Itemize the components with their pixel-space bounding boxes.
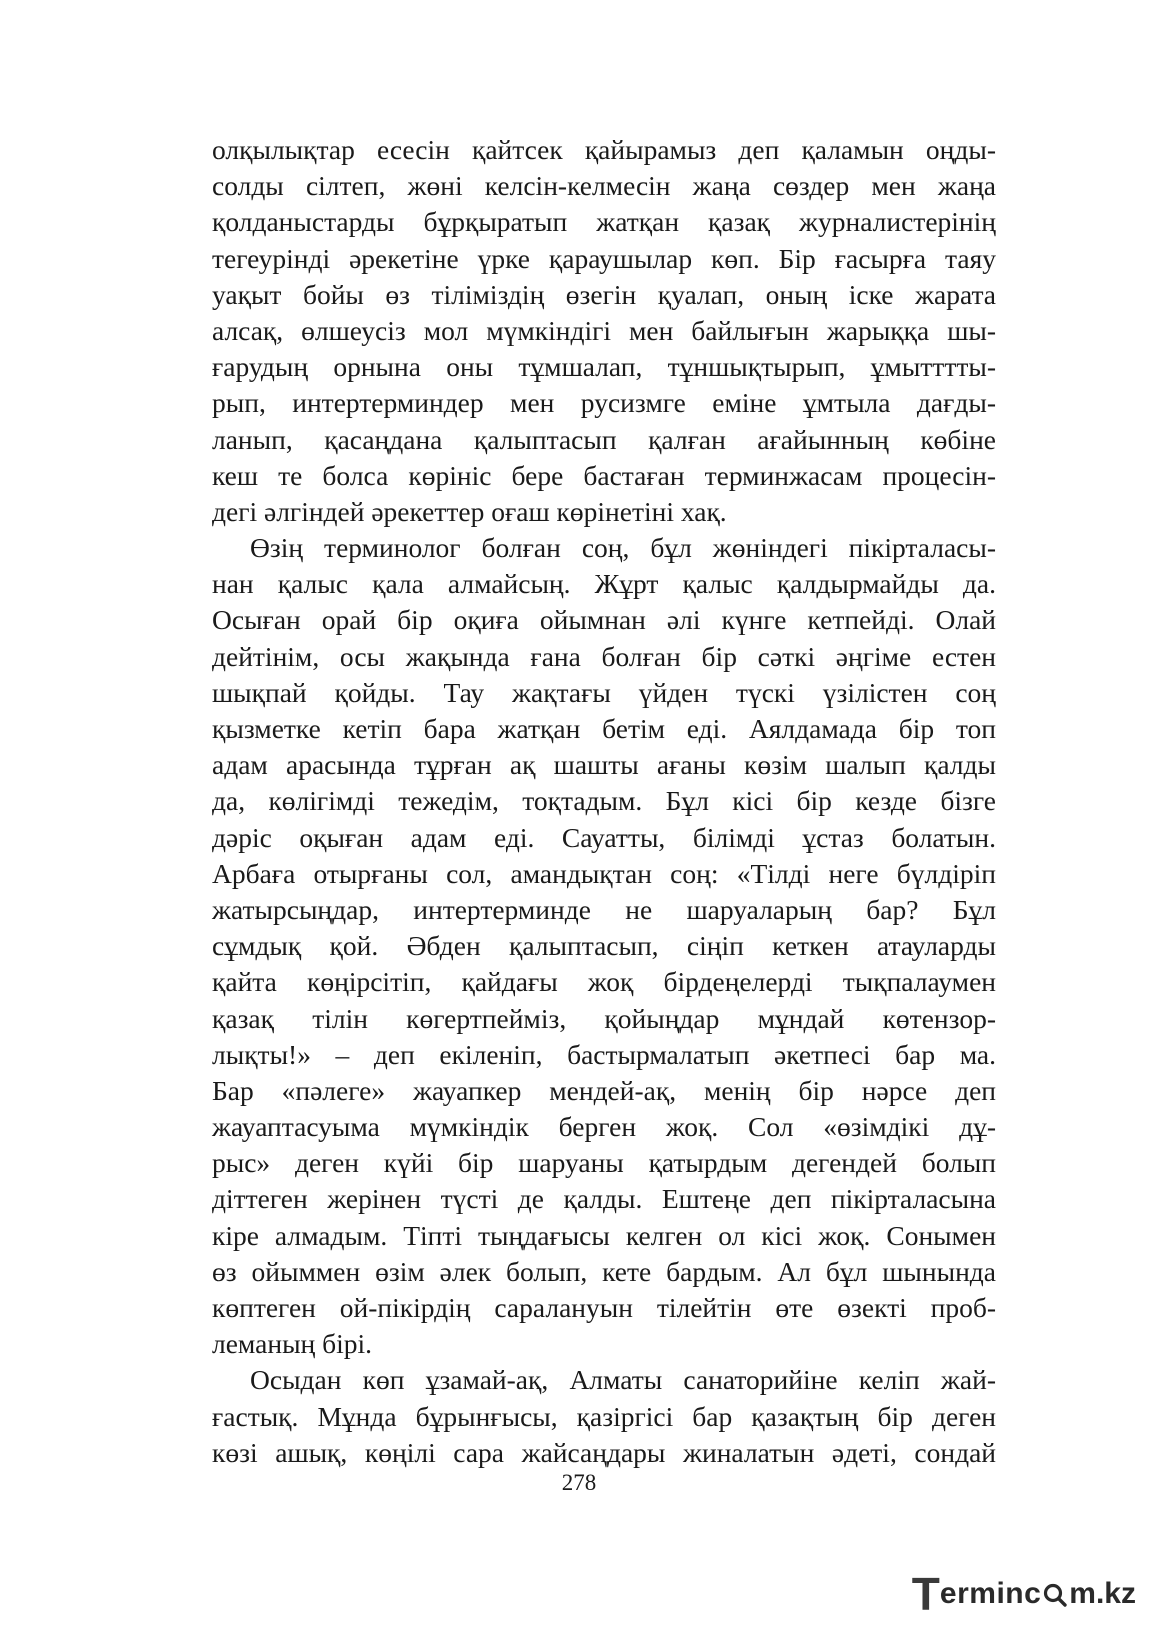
text-line: да, көлігімді тежедім, тоқтадым. Бұл кісі бір кезде бізге: [212, 785, 996, 817]
text-line: жауаптасуыма мүмкіндік берген жоқ. Сол «өзімдікі дұ-: [212, 1111, 996, 1143]
text-line: рып, интертерминдер мен русизмге еміне ұмтыла дағды-: [212, 387, 996, 419]
text-line: діттеген жерінен түсті де қалды. Ештеңе деп пікірталасына: [212, 1183, 996, 1215]
watermark-text-middle: erminc: [939, 1577, 1042, 1610]
paragraph: [212, 1362, 996, 1471]
paragraph: [212, 132, 996, 530]
text-line: қолданыстарды бұрқыратып жатқан қазақ журналистерінің: [212, 206, 996, 238]
text-line: қызметке кетіп бара жатқан бетім еді. Аялдамада бір топ: [212, 713, 996, 744]
text-line: дәріс оқыған адам еді. Сауатты, білімді ұстаз болатын.: [212, 821, 996, 853]
text-line: ғарудың орнына оны тұмшалап, тұншықтырып, ұмытттты-: [212, 351, 996, 383]
site-watermark-logo: [911, 1568, 1136, 1620]
text-line: дейтінім, осы жақында ғана болған бір сәткі әңгіме естен: [212, 640, 996, 672]
text-line: қайта көңірсітіп, қайдағы жоқ бірдеңелерді тықпалаумен: [212, 966, 996, 998]
text-line: жатырсыңдар, интертерминде не шаруаларың бар? Бұл: [212, 893, 996, 925]
watermark-text-end: m.kz: [1069, 1577, 1136, 1610]
text-line: кіре алмадым. Тіпті тыңдағысы келген ол кісі жоқ. Сонымен: [212, 1219, 996, 1251]
text-line: дегі әлгіндей әрекеттер оғаш көрінетіні хақ.: [212, 495, 727, 527]
text-line: ғастық. Мұнда бұрынғысы, қазіргісі бар қазақтың бір деген: [212, 1400, 996, 1432]
text-line: шықпай қойды. Тау жақтағы үйден түскі үзілістен соң: [212, 676, 996, 708]
watermark-letter-t: T: [911, 1568, 940, 1620]
text-line: көптеген ой-пікірдің саралануын тілейтін өте өзекті проб-: [212, 1292, 996, 1323]
text-line: кеш те болса көрініс бере бастаған терминжасам процесін-: [212, 459, 996, 491]
paragraph: [212, 530, 996, 1362]
text-line: өз ойыммен өзім әлек болып, кете бардым. Ал бұл шынында: [212, 1255, 996, 1287]
text-line: сұмдық қой. Әбден қалыптасып, сіңіп кеткен атауларды: [212, 930, 996, 962]
text-line: олқылықтар есесін қайтсек қайырамыз деп қаламын оңды-: [212, 134, 996, 165]
text-line: леманың бірі.: [212, 1328, 373, 1360]
magnifier-o-icon: [1041, 1580, 1069, 1608]
text-line: Осыған орай бір оқиға ойымнан әлі күнге кетпейді. Олай: [212, 604, 996, 636]
text-line: рыс» деген күйі бір шаруаны қатырдым дегендей болып: [212, 1147, 996, 1179]
text-line: қазақ тілін көгертпейміз, қойыңдар мұндай көтензор-: [212, 1002, 996, 1034]
text-line: Арбаға отырғаны сол, амандықтан соң: «Тілді неге бүлдіріп: [212, 857, 996, 889]
page-number: 278: [561, 1470, 597, 1495]
text-line: Осыдан көп ұзамай-ақ, Алматы санаторийіне келіп жай-: [250, 1364, 996, 1396]
text-line: лықты!» – деп екіленіп, бастырмалатып әкетпесі бар ма.: [212, 1038, 996, 1070]
text-line: нан қалыс қала алмайсың. Жұрт қалыс қалдырмайды да.: [212, 568, 996, 600]
text-line: алсақ, өлшеусіз мол мүмкіндігі мен байлығын жарыққа шы-: [212, 314, 996, 346]
text-line: көзі ашық, көңілі сара жайсаңдары жиналатын әдеті, сондай: [212, 1436, 996, 1468]
text-line: солды сілтеп, жөні келсін-келмесін жаңа сөздер мен жаңа: [212, 170, 996, 202]
text-line: ланып, қасаңдана қалыптасып қалған ағайынның көбіне: [212, 423, 996, 455]
text-line: тегеурінді әрекетіне үрке қараушылар көп. Бір ғасырға таяу: [212, 242, 996, 274]
text-line: уақыт бойы өз тіліміздің өзегін қуалап, оның іске жарата: [212, 278, 996, 310]
text-line: адам арасында тұрған ақ шашты ағаны көзім шалып қалды: [212, 749, 996, 781]
text-line: Бар «пәлеге» жауапкер мендей-ақ, менің бір нәрсе деп: [212, 1074, 996, 1106]
body-text: [212, 132, 996, 1471]
text-line: Өзің терминолог болған соң, бұл жөніндегі пікірталасы-: [250, 532, 996, 564]
